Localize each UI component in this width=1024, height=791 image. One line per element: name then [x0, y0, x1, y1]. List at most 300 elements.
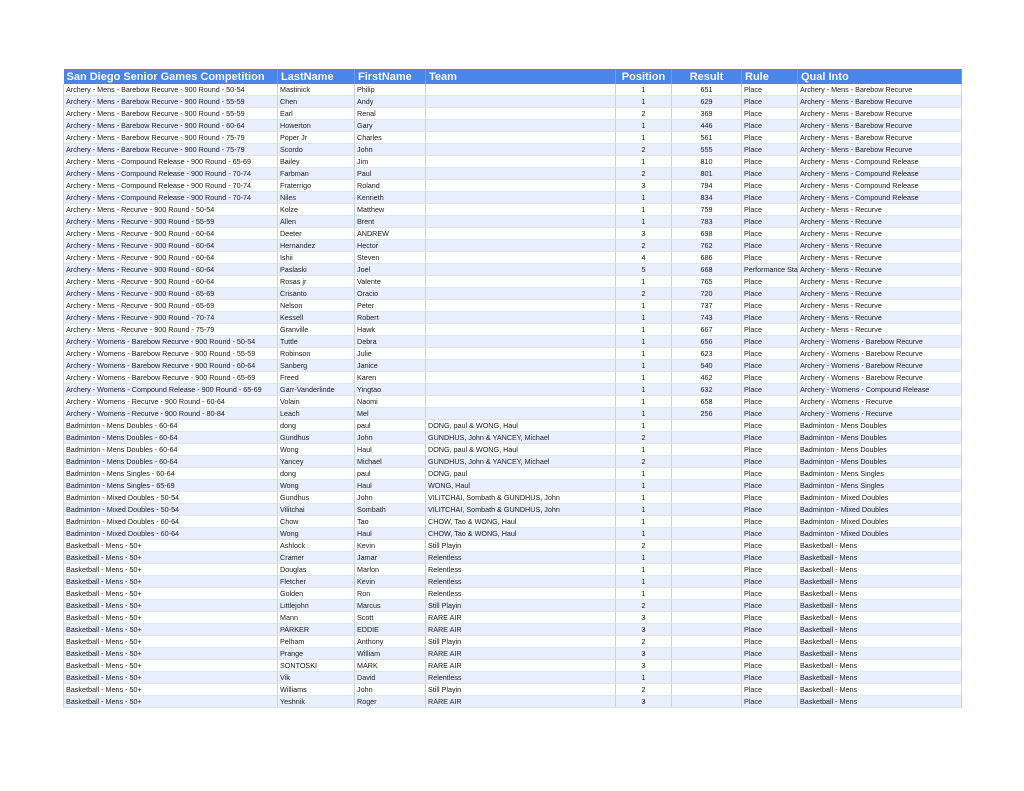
cell-competition[interactable]: Badminton - Mixed Doubles - 60-64 [64, 528, 278, 540]
cell-qual-into[interactable]: Archery - Mens - Recurve [798, 288, 962, 300]
cell-qual-into[interactable]: Archery - Mens - Barebow Recurve [798, 144, 962, 156]
cell-team[interactable] [426, 300, 616, 312]
cell-position[interactable]: 1 [616, 336, 672, 348]
cell-qual-into[interactable]: Badminton - Mixed Doubles [798, 492, 962, 504]
cell-lastname[interactable]: Gundhus [278, 432, 355, 444]
cell-lastname[interactable]: Mastinick [278, 84, 355, 96]
cell-lastname[interactable]: Scordo [278, 144, 355, 156]
cell-lastname[interactable]: Yancey [278, 456, 355, 468]
cell-team[interactable]: RARE AIR [426, 648, 616, 660]
cell-result[interactable]: 698 [672, 228, 742, 240]
cell-competition[interactable]: Archery - Womens - Barebow Recurve - 900 Round - 65-69 [64, 372, 278, 384]
cell-firstname[interactable]: Jamar [355, 552, 426, 564]
cell-result[interactable] [672, 516, 742, 528]
cell-competition[interactable]: Badminton - Mens Doubles - 60-64 [64, 420, 278, 432]
cell-position[interactable]: 1 [616, 420, 672, 432]
cell-position[interactable]: 5 [616, 264, 672, 276]
cell-result[interactable] [672, 612, 742, 624]
cell-competition[interactable]: Basketball - Mens - 50+ [64, 564, 278, 576]
cell-qual-into[interactable]: Archery - Mens - Recurve [798, 324, 962, 336]
cell-qual-into[interactable]: Archery - Mens - Compound Release [798, 168, 962, 180]
cell-team[interactable]: GUNDHUS, John & YANCEY, Michael [426, 432, 616, 444]
cell-firstname[interactable]: Kevin [355, 540, 426, 552]
cell-competition[interactable]: Archery - Mens - Compound Release - 900 Round - 70-74 [64, 192, 278, 204]
cell-team[interactable] [426, 204, 616, 216]
cell-team[interactable] [426, 228, 616, 240]
cell-qual-into[interactable]: Archery - Mens - Recurve [798, 264, 962, 276]
cell-firstname[interactable]: Brent [355, 216, 426, 228]
cell-rule[interactable]: Place [742, 300, 798, 312]
cell-rule[interactable]: Place [742, 144, 798, 156]
cell-firstname[interactable]: Joel [355, 264, 426, 276]
cell-team[interactable]: CHOW, Tao & WONG, Haul [426, 528, 616, 540]
cell-team[interactable]: Relentless [426, 564, 616, 576]
cell-result[interactable]: 686 [672, 252, 742, 264]
cell-rule[interactable]: Place [742, 588, 798, 600]
cell-rule[interactable]: Place [742, 528, 798, 540]
cell-firstname[interactable]: William [355, 648, 426, 660]
header-qual-into[interactable]: Qual Into [798, 69, 962, 84]
cell-lastname[interactable]: Farbman [278, 168, 355, 180]
cell-qual-into[interactable]: Archery - Mens - Recurve [798, 228, 962, 240]
cell-lastname[interactable]: Bailey [278, 156, 355, 168]
cell-team[interactable]: CHOW, Tao & WONG, Haul [426, 516, 616, 528]
cell-lastname[interactable]: Robinson [278, 348, 355, 360]
cell-result[interactable] [672, 660, 742, 672]
cell-team[interactable] [426, 84, 616, 96]
cell-result[interactable]: 737 [672, 300, 742, 312]
cell-lastname[interactable]: Howerton [278, 120, 355, 132]
cell-competition[interactable]: Archery - Womens - Compound Release - 900 Round - 65-69 [64, 384, 278, 396]
cell-qual-into[interactable]: Archery - Mens - Compound Release [798, 180, 962, 192]
cell-competition[interactable]: Archery - Mens - Barebow Recurve - 900 Round - 55-59 [64, 108, 278, 120]
cell-qual-into[interactable]: Basketball - Mens [798, 564, 962, 576]
cell-firstname[interactable]: Haul [355, 528, 426, 540]
cell-result[interactable] [672, 564, 742, 576]
cell-position[interactable]: 4 [616, 252, 672, 264]
cell-team[interactable]: DONG, paul & WONG, Haul [426, 420, 616, 432]
cell-qual-into[interactable]: Archery - Womens - Barebow Recurve [798, 360, 962, 372]
cell-qual-into[interactable]: Archery - Mens - Compound Release [798, 156, 962, 168]
cell-position[interactable]: 1 [616, 156, 672, 168]
cell-result[interactable]: 629 [672, 96, 742, 108]
cell-firstname[interactable]: Valente [355, 276, 426, 288]
cell-firstname[interactable]: Peter [355, 300, 426, 312]
cell-team[interactable]: RARE AIR [426, 624, 616, 636]
cell-qual-into[interactable]: Archery - Mens - Barebow Recurve [798, 120, 962, 132]
cell-team[interactable] [426, 372, 616, 384]
cell-competition[interactable]: Archery - Mens - Recurve - 900 Round - 65-69 [64, 300, 278, 312]
cell-qual-into[interactable]: Basketball - Mens [798, 576, 962, 588]
cell-rule[interactable]: Place [742, 636, 798, 648]
cell-position[interactable]: 2 [616, 540, 672, 552]
cell-lastname[interactable]: Douglas [278, 564, 355, 576]
cell-position[interactable]: 1 [616, 192, 672, 204]
cell-competition[interactable]: Archery - Mens - Recurve - 900 Round - 70-74 [64, 312, 278, 324]
cell-position[interactable]: 1 [616, 96, 672, 108]
cell-team[interactable] [426, 276, 616, 288]
cell-team[interactable]: RARE AIR [426, 612, 616, 624]
cell-team[interactable]: Relentless [426, 588, 616, 600]
cell-firstname[interactable]: Steven [355, 252, 426, 264]
cell-result[interactable] [672, 600, 742, 612]
cell-team[interactable]: Relentless [426, 552, 616, 564]
cell-result[interactable]: 801 [672, 168, 742, 180]
cell-rule[interactable]: Place [742, 396, 798, 408]
cell-firstname[interactable]: Scott [355, 612, 426, 624]
cell-team[interactable]: Still Playin [426, 684, 616, 696]
cell-rule[interactable]: Place [742, 108, 798, 120]
header-team[interactable]: Team [426, 69, 616, 84]
cell-position[interactable]: 2 [616, 456, 672, 468]
cell-lastname[interactable]: Golden [278, 588, 355, 600]
cell-position[interactable]: 1 [616, 588, 672, 600]
cell-lastname[interactable]: Freed [278, 372, 355, 384]
cell-competition[interactable]: Badminton - Mens Singles - 60-64 [64, 468, 278, 480]
cell-team[interactable]: VILITCHAI, Sombath & GUNDHUS, John [426, 504, 616, 516]
cell-firstname[interactable]: Jim [355, 156, 426, 168]
cell-firstname[interactable]: Karen [355, 372, 426, 384]
cell-team[interactable] [426, 408, 616, 420]
cell-position[interactable]: 2 [616, 108, 672, 120]
cell-lastname[interactable]: Leach [278, 408, 355, 420]
cell-firstname[interactable]: paul [355, 420, 426, 432]
cell-team[interactable]: DONG, paul & WONG, Haul [426, 444, 616, 456]
cell-qual-into[interactable]: Archery - Mens - Recurve [798, 240, 962, 252]
cell-rule[interactable]: Place [742, 492, 798, 504]
cell-result[interactable]: 446 [672, 120, 742, 132]
cell-firstname[interactable]: Marcus [355, 600, 426, 612]
cell-competition[interactable]: Basketball - Mens - 50+ [64, 552, 278, 564]
cell-lastname[interactable]: Mann [278, 612, 355, 624]
cell-result[interactable] [672, 456, 742, 468]
cell-firstname[interactable]: Hector [355, 240, 426, 252]
cell-lastname[interactable]: Granville [278, 324, 355, 336]
cell-result[interactable] [672, 528, 742, 540]
cell-qual-into[interactable]: Badminton - Mens Singles [798, 480, 962, 492]
cell-result[interactable] [672, 468, 742, 480]
cell-competition[interactable]: Archery - Womens - Recurve - 900 Round - 60-64 [64, 396, 278, 408]
cell-position[interactable]: 1 [616, 528, 672, 540]
cell-result[interactable] [672, 492, 742, 504]
cell-team[interactable] [426, 120, 616, 132]
cell-lastname[interactable]: Prange [278, 648, 355, 660]
cell-firstname[interactable]: paul [355, 468, 426, 480]
cell-lastname[interactable]: Garr-Vanderlinde [278, 384, 355, 396]
cell-result[interactable]: 256 [672, 408, 742, 420]
cell-qual-into[interactable]: Basketball - Mens [798, 588, 962, 600]
cell-competition[interactable]: Basketball - Mens - 50+ [64, 684, 278, 696]
cell-rule[interactable]: Place [742, 576, 798, 588]
cell-qual-into[interactable]: Archery - Mens - Barebow Recurve [798, 132, 962, 144]
cell-lastname[interactable]: Chow [278, 516, 355, 528]
cell-firstname[interactable]: Kevin [355, 576, 426, 588]
cell-lastname[interactable]: Wong [278, 480, 355, 492]
cell-position[interactable]: 3 [616, 648, 672, 660]
cell-firstname[interactable]: Paul [355, 168, 426, 180]
cell-result[interactable] [672, 444, 742, 456]
cell-rule[interactable]: Performance Sta [742, 264, 798, 276]
cell-firstname[interactable]: Sombath [355, 504, 426, 516]
cell-competition[interactable]: Basketball - Mens - 50+ [64, 648, 278, 660]
cell-rule[interactable]: Place [742, 252, 798, 264]
cell-result[interactable]: 632 [672, 384, 742, 396]
cell-qual-into[interactable]: Badminton - Mixed Doubles [798, 516, 962, 528]
cell-firstname[interactable]: Ron [355, 588, 426, 600]
header-firstname[interactable]: FirstName [355, 69, 426, 84]
cell-lastname[interactable]: Deeter [278, 228, 355, 240]
cell-firstname[interactable]: Yingtao [355, 384, 426, 396]
cell-team[interactable]: GUNDHUS, John & YANCEY, Michael [426, 456, 616, 468]
cell-position[interactable]: 1 [616, 84, 672, 96]
cell-competition[interactable]: Archery - Mens - Barebow Recurve - 900 Round - 75-79 [64, 132, 278, 144]
cell-team[interactable] [426, 252, 616, 264]
cell-result[interactable]: 668 [672, 264, 742, 276]
cell-team[interactable] [426, 216, 616, 228]
cell-team[interactable] [426, 144, 616, 156]
cell-firstname[interactable]: Tao [355, 516, 426, 528]
cell-position[interactable]: 1 [616, 492, 672, 504]
cell-rule[interactable]: Place [742, 420, 798, 432]
cell-position[interactable]: 2 [616, 636, 672, 648]
cell-lastname[interactable]: Paslaski [278, 264, 355, 276]
cell-position[interactable]: 2 [616, 288, 672, 300]
cell-rule[interactable]: Place [742, 408, 798, 420]
cell-firstname[interactable]: Haul [355, 480, 426, 492]
cell-team[interactable]: RARE AIR [426, 696, 616, 708]
cell-rule[interactable]: Place [742, 684, 798, 696]
cell-firstname[interactable]: Renal [355, 108, 426, 120]
cell-team[interactable]: RARE AIR [426, 660, 616, 672]
cell-rule[interactable]: Place [742, 648, 798, 660]
cell-competition[interactable]: Archery - Womens - Barebow Recurve - 900 Round - 50-54 [64, 336, 278, 348]
cell-lastname[interactable]: Volain [278, 396, 355, 408]
cell-result[interactable] [672, 684, 742, 696]
cell-team[interactable] [426, 348, 616, 360]
cell-firstname[interactable]: John [355, 144, 426, 156]
cell-competition[interactable]: Badminton - Mixed Doubles - 60-64 [64, 516, 278, 528]
cell-competition[interactable]: Basketball - Mens - 50+ [64, 636, 278, 648]
cell-firstname[interactable]: Marlon [355, 564, 426, 576]
cell-team[interactable] [426, 360, 616, 372]
cell-result[interactable]: 783 [672, 216, 742, 228]
cell-result[interactable] [672, 540, 742, 552]
cell-qual-into[interactable]: Archery - Mens - Compound Release [798, 192, 962, 204]
cell-firstname[interactable]: John [355, 432, 426, 444]
cell-position[interactable]: 1 [616, 372, 672, 384]
cell-team[interactable]: Relentless [426, 576, 616, 588]
cell-rule[interactable]: Place [742, 216, 798, 228]
cell-lastname[interactable]: Wong [278, 528, 355, 540]
cell-lastname[interactable]: Hernandez [278, 240, 355, 252]
cell-result[interactable]: 667 [672, 324, 742, 336]
cell-rule[interactable]: Place [742, 324, 798, 336]
cell-rule[interactable]: Place [742, 504, 798, 516]
cell-position[interactable]: 1 [616, 444, 672, 456]
cell-team[interactable] [426, 324, 616, 336]
cell-rule[interactable]: Place [742, 96, 798, 108]
cell-rule[interactable]: Place [742, 384, 798, 396]
cell-team[interactable] [426, 108, 616, 120]
cell-lastname[interactable]: Chen [278, 96, 355, 108]
cell-rule[interactable]: Place [742, 336, 798, 348]
cell-firstname[interactable]: Naomi [355, 396, 426, 408]
cell-team[interactable]: Still Playin [426, 636, 616, 648]
cell-qual-into[interactable]: Archery - Womens - Recurve [798, 408, 962, 420]
cell-qual-into[interactable]: Basketball - Mens [798, 648, 962, 660]
cell-team[interactable]: Relentless [426, 672, 616, 684]
cell-position[interactable]: 1 [616, 216, 672, 228]
cell-competition[interactable]: Archery - Mens - Recurve - 900 Round - 60-64 [64, 252, 278, 264]
cell-competition[interactable]: Archery - Mens - Barebow Recurve - 900 Round - 55-59 [64, 96, 278, 108]
cell-lastname[interactable]: Ashlock [278, 540, 355, 552]
cell-competition[interactable]: Archery - Mens - Recurve - 900 Round - 75-79 [64, 324, 278, 336]
cell-result[interactable]: 555 [672, 144, 742, 156]
cell-competition[interactable]: Basketball - Mens - 50+ [64, 624, 278, 636]
cell-rule[interactable]: Place [742, 180, 798, 192]
cell-result[interactable]: 462 [672, 372, 742, 384]
cell-qual-into[interactable]: Basketball - Mens [798, 612, 962, 624]
cell-lastname[interactable]: Kolze [278, 204, 355, 216]
cell-competition[interactable]: Archery - Mens - Barebow Recurve - 900 Round - 50-54 [64, 84, 278, 96]
cell-rule[interactable]: Place [742, 288, 798, 300]
cell-team[interactable] [426, 180, 616, 192]
cell-result[interactable] [672, 504, 742, 516]
cell-result[interactable]: 759 [672, 204, 742, 216]
cell-qual-into[interactable]: Archery - Mens - Recurve [798, 300, 962, 312]
cell-rule[interactable]: Place [742, 552, 798, 564]
cell-rule[interactable]: Place [742, 516, 798, 528]
cell-rule[interactable]: Place [742, 168, 798, 180]
cell-position[interactable]: 3 [616, 624, 672, 636]
cell-lastname[interactable]: dong [278, 420, 355, 432]
cell-team[interactable] [426, 384, 616, 396]
cell-qual-into[interactable]: Archery - Mens - Recurve [798, 252, 962, 264]
cell-qual-into[interactable]: Basketball - Mens [798, 684, 962, 696]
cell-competition[interactable]: Archery - Mens - Compound Release - 900 Round - 70-74 [64, 180, 278, 192]
cell-qual-into[interactable]: Archery - Womens - Barebow Recurve [798, 372, 962, 384]
cell-competition[interactable]: Archery - Mens - Compound Release - 900 Round - 65-69 [64, 156, 278, 168]
cell-competition[interactable]: Badminton - Mixed Doubles - 50-54 [64, 492, 278, 504]
cell-rule[interactable]: Place [742, 156, 798, 168]
cell-competition[interactable]: Basketball - Mens - 50+ [64, 588, 278, 600]
cell-lastname[interactable]: Allen [278, 216, 355, 228]
cell-team[interactable] [426, 240, 616, 252]
cell-competition[interactable]: Archery - Mens - Barebow Recurve - 900 Round - 75-79 [64, 144, 278, 156]
cell-lastname[interactable]: Rosas jr [278, 276, 355, 288]
cell-result[interactable] [672, 576, 742, 588]
cell-rule[interactable]: Place [742, 348, 798, 360]
cell-position[interactable]: 1 [616, 516, 672, 528]
cell-result[interactable]: 720 [672, 288, 742, 300]
cell-qual-into[interactable]: Archery - Mens - Recurve [798, 312, 962, 324]
cell-result[interactable] [672, 624, 742, 636]
cell-competition[interactable]: Archery - Mens - Recurve - 900 Round - 50-54 [64, 204, 278, 216]
cell-position[interactable]: 1 [616, 324, 672, 336]
cell-position[interactable]: 1 [616, 132, 672, 144]
cell-competition[interactable]: Badminton - Mens Doubles - 60-64 [64, 444, 278, 456]
cell-competition[interactable]: Archery - Womens - Barebow Recurve - 900 Round - 55-59 [64, 348, 278, 360]
cell-firstname[interactable]: John [355, 684, 426, 696]
header-position[interactable]: Position [616, 69, 672, 84]
cell-competition[interactable]: Archery - Mens - Compound Release - 900 Round - 70-74 [64, 168, 278, 180]
cell-rule[interactable]: Place [742, 444, 798, 456]
cell-team[interactable] [426, 312, 616, 324]
cell-lastname[interactable]: Tuttle [278, 336, 355, 348]
cell-rule[interactable]: Place [742, 204, 798, 216]
cell-competition[interactable]: Basketball - Mens - 50+ [64, 660, 278, 672]
cell-competition[interactable]: Basketball - Mens - 50+ [64, 540, 278, 552]
cell-qual-into[interactable]: Archery - Womens - Barebow Recurve [798, 336, 962, 348]
cell-lastname[interactable]: Pelham [278, 636, 355, 648]
cell-lastname[interactable]: Ishii [278, 252, 355, 264]
cell-lastname[interactable]: Niles [278, 192, 355, 204]
cell-result[interactable] [672, 432, 742, 444]
cell-rule[interactable]: Place [742, 612, 798, 624]
cell-position[interactable]: 1 [616, 396, 672, 408]
cell-team[interactable]: VILITCHAI, Sombath & GUNDHUS, John [426, 492, 616, 504]
cell-qual-into[interactable]: Archery - Mens - Barebow Recurve [798, 108, 962, 120]
cell-competition[interactable]: Badminton - Mixed Doubles - 50-54 [64, 504, 278, 516]
cell-qual-into[interactable]: Archery - Womens - Barebow Recurve [798, 348, 962, 360]
cell-firstname[interactable]: MARK [355, 660, 426, 672]
cell-qual-into[interactable]: Basketball - Mens [798, 672, 962, 684]
cell-position[interactable]: 1 [616, 360, 672, 372]
cell-position[interactable]: 3 [616, 228, 672, 240]
cell-rule[interactable]: Place [742, 120, 798, 132]
cell-team[interactable] [426, 168, 616, 180]
header-competition[interactable]: San Diego Senior Games Competition [64, 69, 278, 84]
cell-competition[interactable]: Archery - Mens - Recurve - 900 Round - 60-64 [64, 240, 278, 252]
cell-rule[interactable]: Place [742, 480, 798, 492]
cell-qual-into[interactable]: Badminton - Mens Doubles [798, 420, 962, 432]
cell-firstname[interactable]: EDDIE [355, 624, 426, 636]
cell-position[interactable]: 1 [616, 480, 672, 492]
cell-firstname[interactable]: Janice [355, 360, 426, 372]
cell-result[interactable] [672, 552, 742, 564]
cell-qual-into[interactable]: Basketball - Mens [798, 636, 962, 648]
cell-position[interactable]: 3 [616, 612, 672, 624]
cell-position[interactable]: 1 [616, 312, 672, 324]
cell-competition[interactable]: Basketball - Mens - 50+ [64, 600, 278, 612]
cell-rule[interactable]: Place [742, 456, 798, 468]
cell-firstname[interactable]: Debra [355, 336, 426, 348]
cell-competition[interactable]: Basketball - Mens - 50+ [64, 672, 278, 684]
cell-position[interactable]: 1 [616, 348, 672, 360]
cell-position[interactable]: 1 [616, 576, 672, 588]
cell-rule[interactable]: Place [742, 312, 798, 324]
cell-lastname[interactable]: Fraterrigo [278, 180, 355, 192]
cell-result[interactable]: 623 [672, 348, 742, 360]
cell-lastname[interactable]: Littlejohn [278, 600, 355, 612]
cell-qual-into[interactable]: Archery - Womens - Compound Release [798, 384, 962, 396]
cell-firstname[interactable]: Matthew [355, 204, 426, 216]
cell-team[interactable] [426, 288, 616, 300]
cell-position[interactable]: 1 [616, 468, 672, 480]
cell-result[interactable]: 658 [672, 396, 742, 408]
cell-competition[interactable]: Archery - Mens - Recurve - 900 Round - 55-59 [64, 216, 278, 228]
cell-qual-into[interactable]: Archery - Mens - Recurve [798, 216, 962, 228]
cell-firstname[interactable]: ANDREW [355, 228, 426, 240]
cell-qual-into[interactable]: Basketball - Mens [798, 624, 962, 636]
cell-firstname[interactable]: Michael [355, 456, 426, 468]
cell-competition[interactable]: Basketball - Mens - 50+ [64, 576, 278, 588]
cell-position[interactable]: 1 [616, 672, 672, 684]
header-result[interactable]: Result [672, 69, 742, 84]
cell-lastname[interactable]: SONTOSKI [278, 660, 355, 672]
cell-position[interactable]: 1 [616, 552, 672, 564]
cell-result[interactable] [672, 636, 742, 648]
